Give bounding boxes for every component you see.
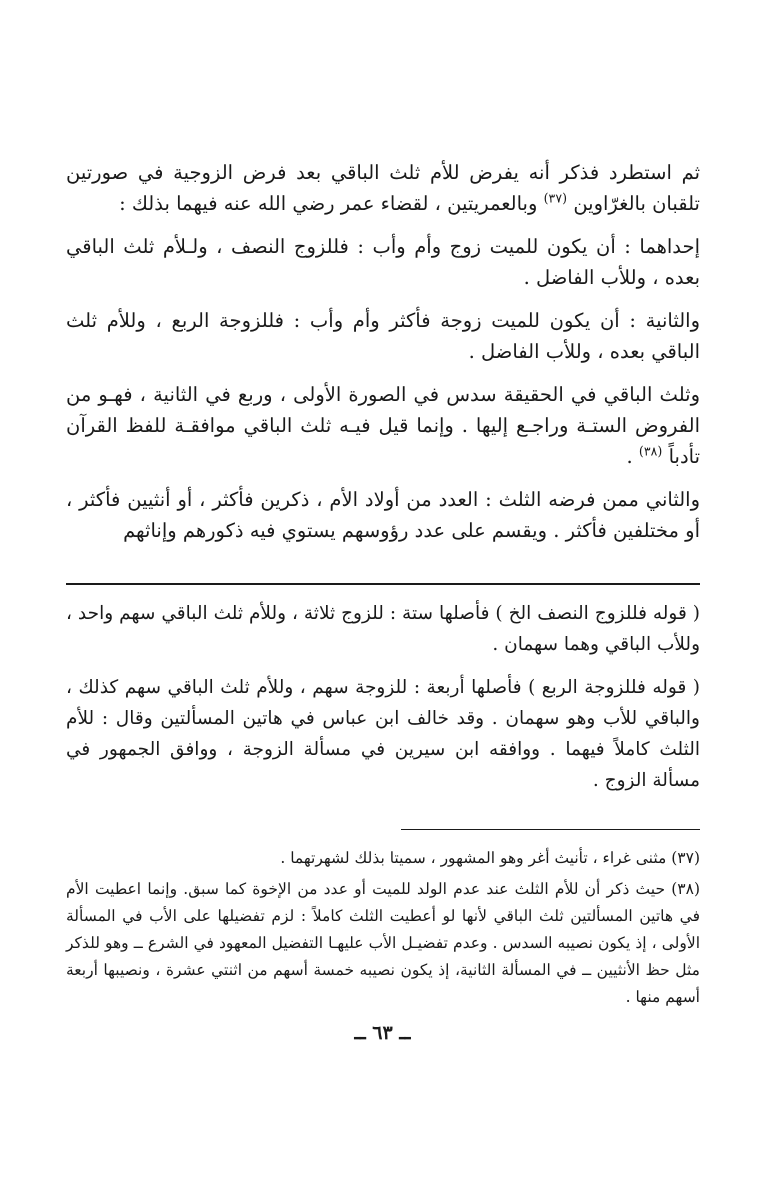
- page-number: ــ ٦٣ ــ: [354, 1022, 411, 1044]
- footnote-38: (٣٨) حيث ذكر أن للأم الثلث عند عدم الولد للميت أو عدد من الإخوة كما سبق. وإنما اعطيت الأم في هاتين المسألتين ثلث الباقي لأنها لو أعطيت الثلث كاملاً : لزم تفضيلها على الأب في المسألة الأولى ، إذ يكون نصيبه السدس . وعدم تفضيـل الأب عليهـا التفضيل المعهود في الشرع ــ وهو للذكر مثل حظ الأنثيين ــ في المسألة الثانية، إذ يكون نصيبه خمسة أسهم من اثنتي عشرة ، ونصيبها أربعة أسهم منها .: [66, 880, 700, 1006]
- main-paragraph-4: [66, 379, 700, 472]
- footnotes-section: [66, 845, 700, 1015]
- main-paragraph-1-text-before: ثم استطرد فذكر أنه يفرض للأم ثلث الباقي بعد فرض الزوجية في صورتين تلقبان بالغرّاوين: [66, 161, 700, 215]
- main-paragraph-4-text-after: .: [626, 445, 633, 468]
- main-paragraph-5: والثاني ممن فرضه الثلث : العدد من أولاد الأم ، ذكرين فأكثر ، أو أنثيين فأكثر ، أو مختلفين فأكثر . ويقسم على عدد رؤوسهم يستوي فيه ذكورهم وإناثهم: [66, 488, 700, 542]
- footnote-ref-37: (٣٧): [543, 190, 568, 206]
- main-paragraph-1-text-after: وبالعمريتين ، لقضاء عمر رضي الله عنه فيهما بذلك :: [119, 192, 538, 215]
- commentary-paragraph-2: ( قوله فللزوجة الربع ) فأصلها أربعة : للزوجة سهم ، وللأم ثلث الباقي سهم كذلك ، والباقي للأب وهو سهمان . وقد خالف ابن عباس في هاتين المسألتين وقال : للأم الثلث كاملاً فيهما . ووافقه ابن سيرين في مسألة الزوجة ، ووافق الجمهور في مسألة الزوج .: [66, 677, 700, 791]
- commentary-section: [66, 598, 700, 808]
- commentary-divider: [66, 583, 700, 585]
- main-text: [66, 157, 700, 558]
- footnote-37: (٣٧) مثنى غراء ، تأنيث أغر وهو المشهور ، سميتا بذلك لشهرتهما .: [280, 849, 700, 867]
- main-paragraph-2: إحداهما : أن يكون للميت زوج وأم وأب : فللزوج النصف ، ولـلأم ثلث الباقي بعده ، وللأب الفاضل .: [66, 235, 700, 289]
- footnote-ref-38: (٣٨): [638, 443, 663, 459]
- main-paragraph-4-text-before: وثلث الباقي في الحقيقة سدس في الصورة الأولى ، وربع في الثانية ، فهـو من الفروض الستـة وراجـع إليها . وإنما قيل فيـه ثلث الباقي موافقـة للفظ القرآن تأدباً: [66, 383, 700, 468]
- main-paragraph-1: [66, 157, 700, 219]
- footnote-divider: [401, 829, 700, 830]
- main-paragraph-3: والثانية : أن يكون للميت زوجة فأكثر وأم وأب : فللزوجة الربع ، وللأم ثلث الباقي بعده ، وللأب الفاضل .: [66, 309, 700, 363]
- commentary-paragraph-1: ( قوله فللزوج النصف الخ ) فأصلها ستة : للزوج ثلاثة ، وللأم ثلث الباقي سهم واحد ، وللأب الباقي وهما سهمان .: [66, 603, 700, 655]
